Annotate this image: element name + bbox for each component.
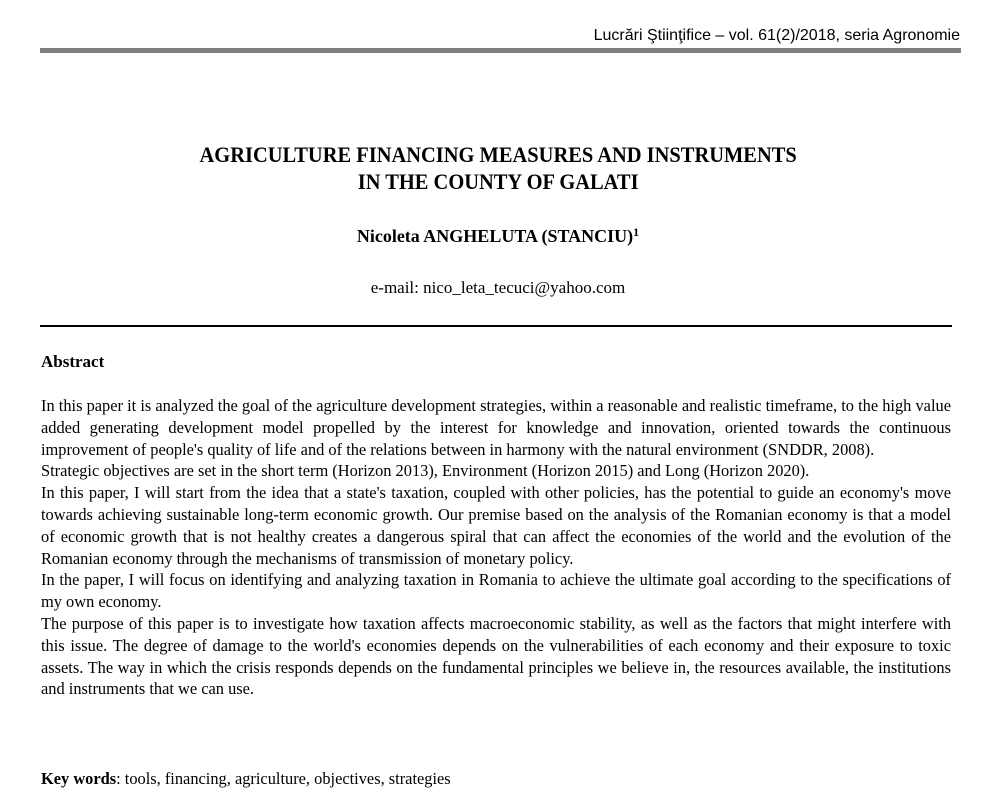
- abstract-paragraph: The purpose of this paper is to investigate how taxation affects macroeconomic stability, as well as the factors that might interfere with this issue. The degree of damage to the world's economies depends on the vulnerabilities of each economy and their exposure to toxic assets. The way in which the crisis responds depends on the fundamental principles we believe in, the resources available, the institutions and instruments that we can use.: [41, 613, 951, 699]
- keywords-label: Key words: [41, 769, 117, 788]
- paper-title-line-2: IN THE COUNTY OF GALATI: [357, 169, 639, 194]
- keywords-line: [41, 768, 451, 789]
- paper-title-line-1: AGRICULTURE FINANCING MEASURES AND INSTRUMENTS: [199, 142, 797, 167]
- journal-running-header: Lucrări Ştiinţifice – vol. 61(2)/2018, seria Agronomie: [593, 27, 960, 44]
- author-affiliation-mark: 1: [633, 225, 640, 239]
- abstract-divider: [40, 325, 952, 327]
- author-line: [0, 225, 996, 247]
- author-name: Nicoleta ANGHELUTA (STANCIU): [356, 226, 634, 246]
- abstract-paragraph: In this paper it is analyzed the goal of the agriculture development strategies, within a reasonable and realistic timeframe, to the high value added generating development model propelled by the interest for knowledge and innovation, oriented towards the continuous improvement of people's quality of life and of the relations between in harmony with the natural environment (SNDDR, 2008).: [41, 396, 951, 459]
- header-rule: [40, 48, 961, 53]
- abstract-paragraph: Strategic objectives are set in the short term (Horizon 2013), Environment (Horizon 2015) and Long (Horizon 2020).: [41, 461, 810, 481]
- abstract-paragraph: In the paper, I will focus on identifying and analyzing taxation in Romania to achieve the ultimate goal according to the specifications of my own economy.: [41, 570, 951, 612]
- keywords-values: tools, financing, agriculture, objectives, strategies: [124, 769, 451, 788]
- paper-title: [35, 141, 961, 195]
- abstract-paragraph: In this paper, I will start from the idea that a state's taxation, coupled with other policies, has the potential to guide an economy's move towards achieving sustainable long-term economic growth. Our premise based on the analysis of the Romanian economy is that a model of economic growth that is not healthy creates a dangerous spiral that can affect the economies of the world and the evolution of the Romanian economy through the mechanisms of transmission of monetary policy.: [41, 483, 951, 568]
- author-email: e-mail: nico_leta_tecuci@yahoo.com: [370, 278, 626, 297]
- abstract-heading: Abstract: [41, 352, 105, 371]
- keywords-separator: :: [116, 769, 125, 788]
- abstract-body: [41, 395, 951, 700]
